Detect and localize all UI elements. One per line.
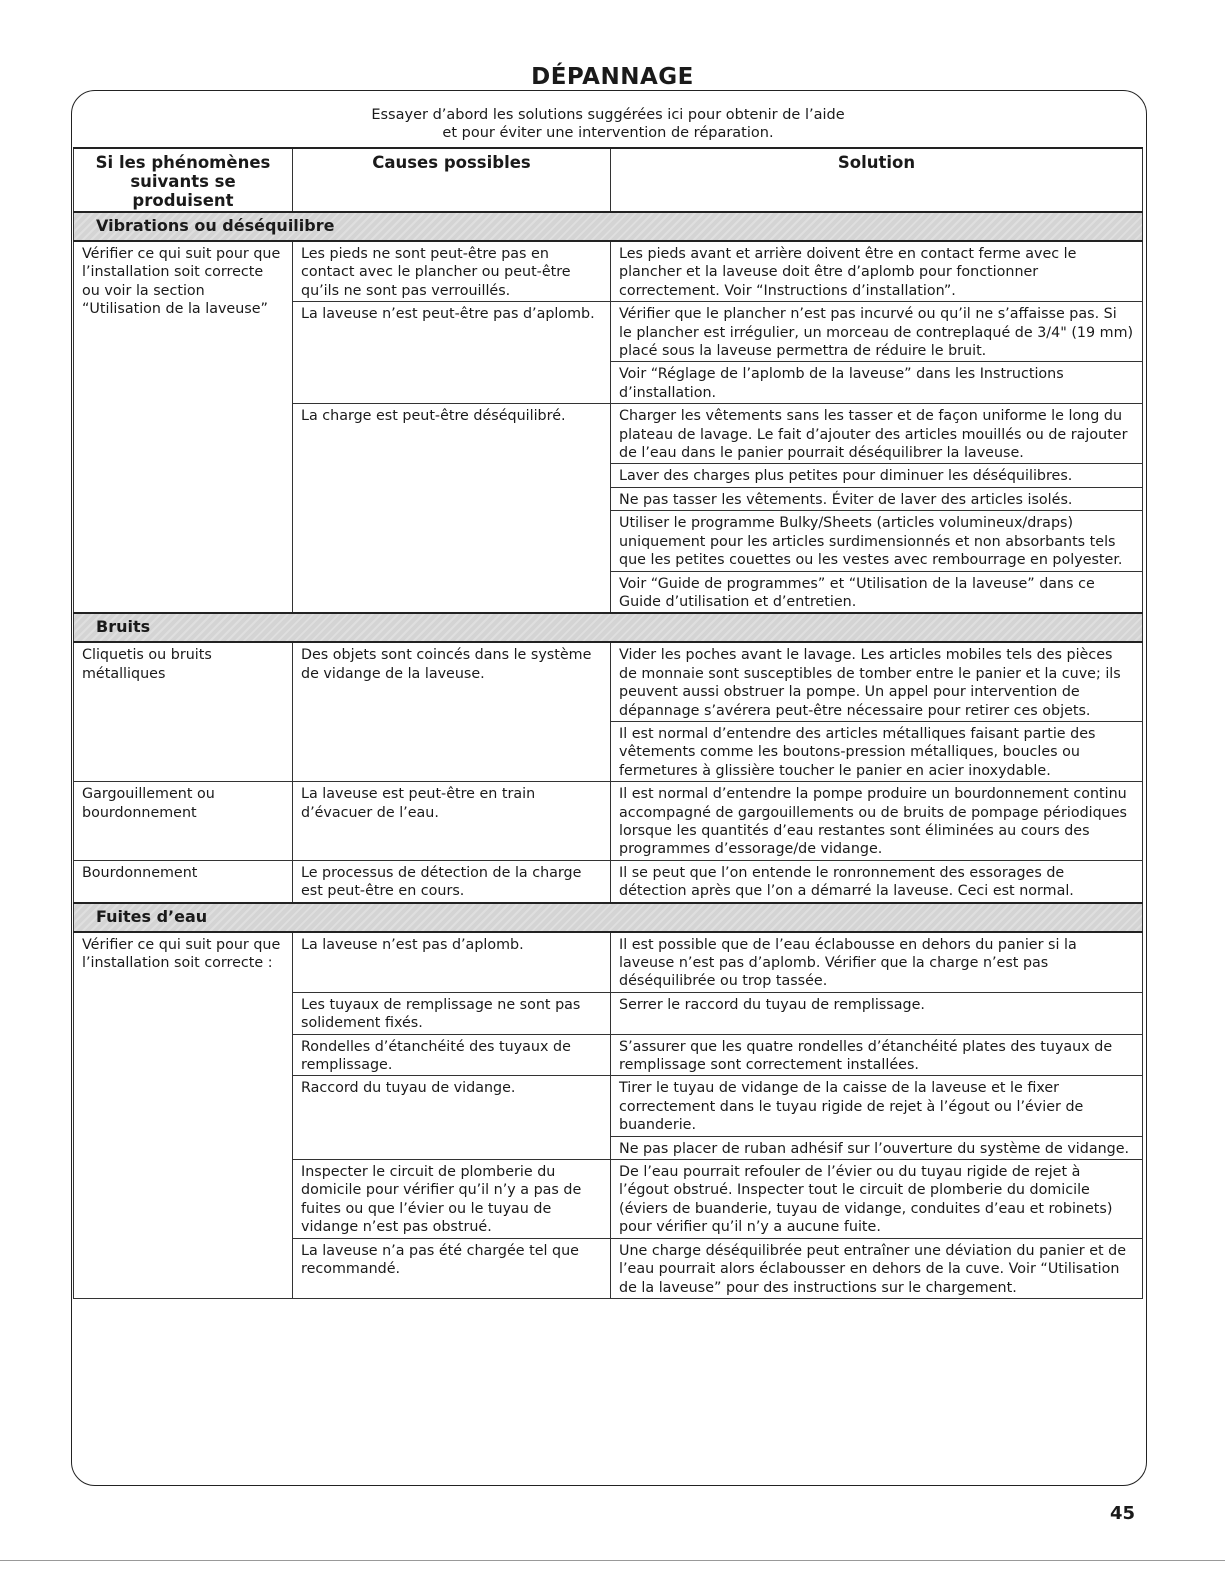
section-title: Vibrations ou déséquilibre	[74, 212, 1143, 241]
symptom-cell: Cliquetis ou bruits métalliques	[74, 642, 293, 781]
cause-cell: Des objets sont coincés dans le système de vidange de la laveuse.	[293, 642, 611, 781]
cause-cell: La laveuse n’est peut-être pas d’aplomb.	[293, 302, 611, 404]
table-row	[74, 642, 1143, 721]
cause-cell: Les tuyaux de remplissage ne sont pas solidement fixés.	[293, 992, 611, 1034]
solution-cell: Utiliser le programme Bulky/Sheets (articles volumineux/draps) uniquement pour les articles surdimensionnés et non absorbants tels que les petites couettes ou les vestes avec rembourrage en polyester.	[611, 511, 1143, 571]
header-solution: Solution	[611, 148, 1143, 212]
solution-cell: Il se peut que l’on entende le ronronnement des essorages de détection après que l’on a démarré la laveuse. Ceci est normal.	[611, 860, 1143, 902]
solution-cell: Vérifier que le plancher n’est pas incurvé ou qu’il ne s’affaisse pas. Si le plancher est irrégulier, un morceau de contreplaqué de 3/4" (19 mm) placé sous la laveuse permettra de réduire le bruit.	[611, 302, 1143, 362]
cause-cell: La laveuse n’est pas d’aplomb.	[293, 932, 611, 993]
solution-cell: Les pieds avant et arrière doivent être en contact ferme avec le plancher et la laveuse doit être d’aplomb pour fonctionner correctement. Voir “Instructions d’installation”.	[611, 241, 1143, 302]
cause-cell: La charge est peut-être déséquilibré.	[293, 404, 611, 614]
cause-cell: La laveuse est peut-être en train d’évacuer de l’eau.	[293, 782, 611, 861]
section-row	[74, 613, 1143, 642]
cause-cell: Inspecter le circuit de plomberie du domicile pour vérifier qu’il n’y a pas de fuites ou que l’évier ou le tuyau de vidange n’est pas obstrué.	[293, 1160, 611, 1239]
table-header-row	[74, 148, 1143, 212]
solution-cell: Vider les poches avant le lavage. Les articles mobiles tels des pièces de monnaie sont susceptibles de tomber entre le panier et la cuve; ils peuvent aussi obstruer la pompe. Un appel pour intervention de dépannage s’avérera peut-être nécessaire pour retirer ces objets.	[611, 642, 1143, 721]
header-symptoms	[74, 148, 293, 212]
symptom-cell: Gargouillement ou bourdonnement	[74, 782, 293, 861]
solution-cell: Charger les vêtements sans les tasser et de façon uniforme le long du plateau de lavage. Le fait d’ajouter des articles mouillés ou de rajouter de l’eau dans le panier pourrait déséquilibrer la laveuse.	[611, 404, 1143, 464]
solution-cell: Serrer le raccord du tuyau de remplissage.	[611, 992, 1143, 1034]
cause-cell: Raccord du tuyau de vidange.	[293, 1076, 611, 1160]
symptom-cell: Vérifier ce qui suit pour que l’installation soit correcte ou voir la section “Utilisation de la laveuse”	[74, 241, 293, 613]
symptom-cell: Bourdonnement	[74, 860, 293, 902]
bottom-rule	[0, 1560, 1225, 1561]
solution-cell: S’assurer que les quatre rondelles d’étanchéité plates des tuyaux de remplissage sont correctement installées.	[611, 1034, 1143, 1076]
cause-cell: Rondelles d’étanchéité des tuyaux de remplissage.	[293, 1034, 611, 1076]
intro-line-1: Essayer d’abord les solutions suggérées ici pour obtenir de l’aide	[371, 107, 845, 123]
table-body	[74, 212, 1143, 1298]
symptom-cell: Vérifier ce qui suit pour que l’installation soit correcte :	[74, 932, 293, 1299]
table-row	[74, 860, 1143, 902]
table-row	[74, 241, 1143, 302]
solution-cell: Laver des charges plus petites pour diminuer les déséquilibres.	[611, 464, 1143, 487]
section-row	[74, 212, 1143, 241]
header-symptoms-line-2: suivants se produisent	[130, 172, 236, 210]
solution-cell: Il est possible que de l’eau éclabousse en dehors du panier si la laveuse n’est pas d’aplomb. Vérifier que la charge n’est pas déséquilibrée ou trop tassée.	[611, 932, 1143, 993]
section-title: Fuites d’eau	[74, 903, 1143, 932]
cause-cell: Les pieds ne sont peut-être pas en contact avec le plancher ou peut-être qu’ils ne sont pas verrouillés.	[293, 241, 611, 302]
intro-line-2: et pour éviter une intervention de réparation.	[442, 125, 774, 141]
table-row	[74, 782, 1143, 861]
section-row	[74, 903, 1143, 932]
troubleshooting-table	[73, 147, 1143, 1299]
solution-cell: Ne pas tasser les vêtements. Éviter de laver des articles isolés.	[611, 487, 1143, 510]
section-title: Bruits	[74, 613, 1143, 642]
solution-cell: Tirer le tuyau de vidange de la caisse de la laveuse et le fixer correctement dans le tuyau rigide de rejet à l’égout ou l’évier de buanderie.	[611, 1076, 1143, 1136]
solution-cell: Voir “Réglage de l’aplomb de la laveuse” dans les Instructions d’installation.	[611, 362, 1143, 404]
intro-text	[73, 106, 1143, 142]
solution-cell: Il est normal d’entendre la pompe produire un bourdonnement continu accompagné de gargouillements ou de bruits de pompage périodiques lorsque les quantités d’eau restantes sont éliminées au cours des programmes d’essorage/de vidange.	[611, 782, 1143, 861]
table-row	[74, 932, 1143, 993]
cause-cell: La laveuse n’a pas été chargée tel que recommandé.	[293, 1238, 611, 1298]
solution-cell: Ne pas placer de ruban adhésif sur l’ouverture du système de vidange.	[611, 1136, 1143, 1159]
header-causes: Causes possibles	[293, 148, 611, 212]
solution-cell: De l’eau pourrait refouler de l’évier ou du tuyau rigide de rejet à l’égout obstrué. Inspecter tout le circuit de plomberie du domicile (éviers de buanderie, tuyau de vidange, conduites d’eau et robinets) pour vérifier qu’il n’y a aucune fuite.	[611, 1160, 1143, 1239]
header-symptoms-line-1: Si les phénomènes	[95, 153, 271, 172]
page-title: DÉPANNAGE	[531, 64, 694, 90]
page-number: 45	[1110, 1503, 1136, 1524]
cause-cell: Le processus de détection de la charge est peut-être en cours.	[293, 860, 611, 902]
solution-cell: Une charge déséquilibrée peut entraîner une déviation du panier et de l’eau pourrait alors éclabousser en dehors de la cuve. Voir “Utilisation de la laveuse” pour des instructions sur le chargement.	[611, 1238, 1143, 1298]
solution-cell: Voir “Guide de programmes” et “Utilisation de la laveuse” dans ce Guide d’utilisation et d’entretien.	[611, 571, 1143, 613]
solution-cell: Il est normal d’entendre des articles métalliques faisant partie des vêtements comme les boutons-pression métalliques, boucles ou fermetures à glissière toucher le panier en acier inoxydable.	[611, 721, 1143, 781]
